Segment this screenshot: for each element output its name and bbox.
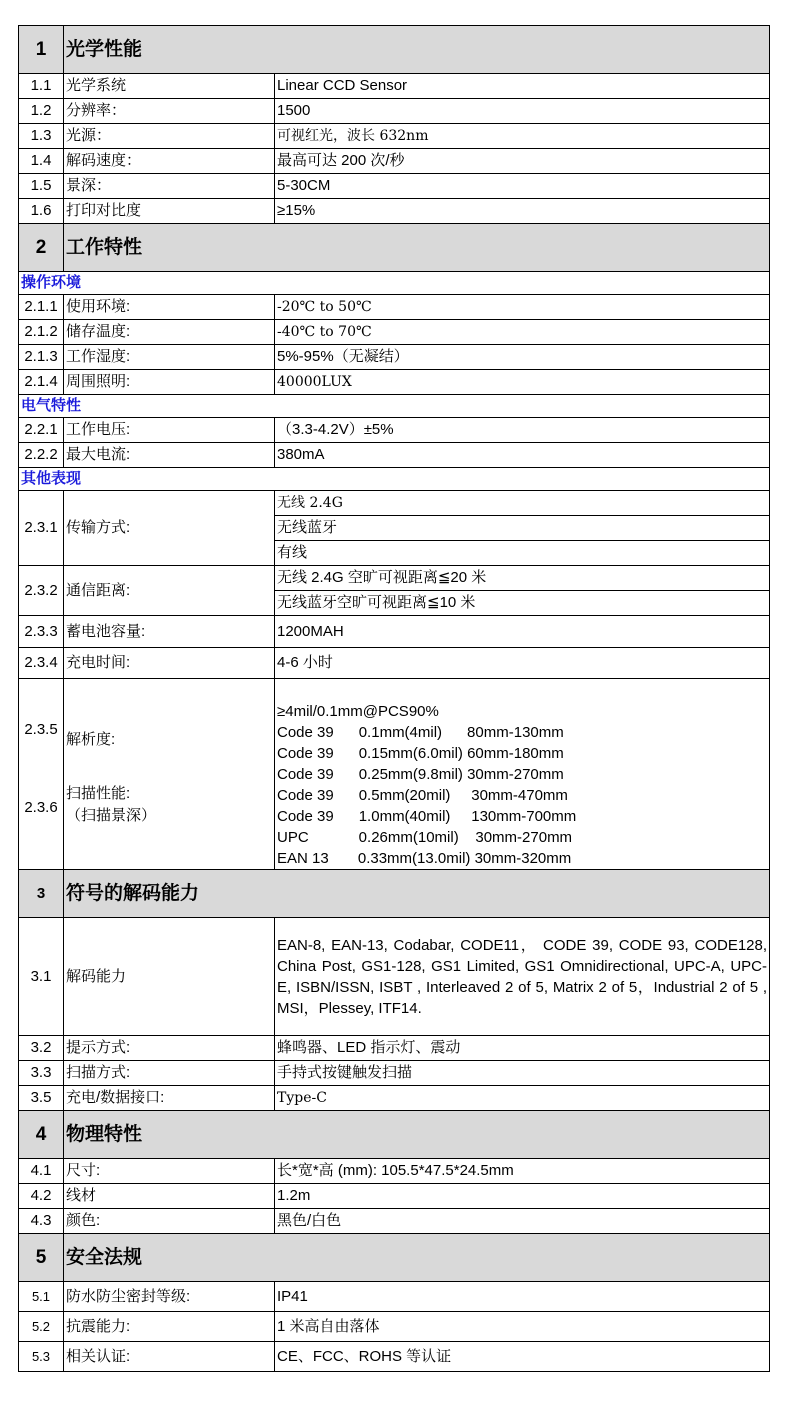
row-value: 1.2m	[275, 1184, 770, 1209]
row-label: 颜色:	[64, 1209, 275, 1234]
row-number: 1.2	[19, 99, 64, 124]
subsection-header	[19, 395, 770, 418]
resolution-line: Code 39 0.15mm(6.0mil) 60mm-180mm	[277, 745, 564, 762]
spec-row	[19, 149, 770, 174]
row-value: IP41	[275, 1282, 770, 1312]
row-label: 抗震能力:	[64, 1312, 275, 1342]
row-value: Type-C	[275, 1086, 770, 1111]
row-value: -20℃ to 50℃	[275, 295, 770, 320]
row-label: 景深：	[64, 174, 275, 199]
row-label: 光学系统	[64, 74, 275, 99]
spec-row	[19, 616, 770, 648]
spec-row	[19, 174, 770, 199]
section-number: 2	[19, 224, 64, 272]
row-label: 最大电流:	[64, 443, 275, 468]
row-number: 2.3.2	[19, 566, 64, 616]
row-number: 5.3	[19, 1342, 64, 1372]
spec-row	[19, 320, 770, 345]
row-number: 2.3.4	[19, 648, 64, 679]
subsection-title: 其他表现	[19, 468, 770, 491]
row-label: 分辨率：	[64, 99, 275, 124]
resolution-line: ≥4mil/0.1mm@PCS90%	[277, 703, 439, 720]
row-value: -40℃ to 70℃	[275, 320, 770, 345]
subsection-title: 电气特性	[19, 395, 770, 418]
row-label: 储存温度:	[64, 320, 275, 345]
row-value: ≥15%	[275, 199, 770, 224]
section-header	[19, 1234, 770, 1282]
row-label: 蓄电池容量:	[64, 616, 275, 648]
row-value: CE、FCC、ROHS 等认证	[275, 1342, 770, 1372]
row-value: 4-6 小时	[275, 648, 770, 679]
spec-row	[19, 679, 770, 870]
resolution-list	[275, 679, 770, 870]
spec-row	[19, 1036, 770, 1061]
spec-row	[19, 1342, 770, 1372]
section-header	[19, 870, 770, 918]
row-value: Linear CCD Sensor	[275, 74, 770, 99]
spec-row	[19, 199, 770, 224]
spec-row	[19, 1209, 770, 1234]
section-title: 安全法规	[64, 1234, 770, 1282]
row-value: 40000LUX	[275, 370, 770, 395]
row-label: 工作电压:	[64, 418, 275, 443]
spec-row	[19, 566, 770, 591]
section-header	[19, 224, 770, 272]
section-number: 1	[19, 26, 64, 74]
row-value: 1 米高自由落体	[275, 1312, 770, 1342]
row-value: 380mA	[275, 443, 770, 468]
row-value: 无线蓝牙空旷可视距离≦10 米	[275, 591, 770, 616]
row-label: 相关认证:	[64, 1342, 275, 1372]
row-label: 工作湿度:	[64, 345, 275, 370]
row-label: 充电时间:	[64, 648, 275, 679]
resolution-line: Code 39 0.5mm(20mil) 30mm-470mm	[277, 787, 568, 804]
row-value: 黑色/白色	[275, 1209, 770, 1234]
row-value: 蜂鸣器、LED 指示灯、震动	[275, 1036, 770, 1061]
row-value: 5-30CM	[275, 174, 770, 199]
row-number: 5.2	[19, 1312, 64, 1342]
row-label: 扫描方式:	[64, 1061, 275, 1086]
row-value: 可视红光，波长 632nm	[275, 124, 770, 149]
row-number: 2.2.1	[19, 418, 64, 443]
spec-row	[19, 1184, 770, 1209]
section-number: 4	[19, 1111, 64, 1159]
row-value: EAN-8, EAN-13, Codabar, CODE11， CODE 39, CODE 93, CODE128, China Post, GS1-128, GS1 Limited, GS1 Omnidirectional, UPC-A, UPC-E, ISBN/ISSN, ISBT , Interleaved 2 of 5, Matrix 2 of 5，Industrial 2 of 5 , MSI，Plessey, ITF14.	[275, 918, 770, 1036]
subsection-header	[19, 272, 770, 295]
row-number: 5.1	[19, 1282, 64, 1312]
spec-row	[19, 370, 770, 395]
row-label-235: 解析度:	[66, 731, 116, 748]
section-title: 符号的解码能力	[64, 870, 770, 918]
row-number: 2.3.1	[19, 491, 64, 566]
row-label: 通信距离:	[64, 566, 275, 616]
spec-row	[19, 1086, 770, 1111]
row-label: 传输方式:	[64, 491, 275, 566]
subsection-header	[19, 468, 770, 491]
section-header	[19, 26, 770, 74]
row-label: 周围照明:	[64, 370, 275, 395]
row-value: （3.3-4.2V）±5%	[275, 418, 770, 443]
row-label: 充电/数据接口:	[64, 1086, 275, 1111]
row-number: 1.1	[19, 74, 64, 99]
resolution-line: Code 39 0.1mm(4mil) 80mm-130mm	[277, 724, 564, 741]
row-label-236: 扫描性能:	[66, 785, 131, 802]
row-number: 2.2.2	[19, 443, 64, 468]
row-label	[64, 679, 275, 870]
row-label: 光源：	[64, 124, 275, 149]
spec-row	[19, 1159, 770, 1184]
spec-row	[19, 124, 770, 149]
row-value: 1500	[275, 99, 770, 124]
spec-row	[19, 491, 770, 516]
row-value: 长*宽*高 (mm): 105.5*47.5*24.5mm	[275, 1159, 770, 1184]
resolution-line: UPC 0.26mm(10mil) 30mm-270mm	[277, 829, 573, 846]
spec-row	[19, 418, 770, 443]
row-number	[19, 679, 64, 870]
section-header	[19, 1111, 770, 1159]
section-number: 3	[19, 870, 64, 918]
row-number: 1.6	[19, 199, 64, 224]
row-value: 1200MAH	[275, 616, 770, 648]
row-number-235: 2.3.5	[24, 721, 58, 738]
row-number: 4.1	[19, 1159, 64, 1184]
spec-row	[19, 345, 770, 370]
section-number: 5	[19, 1234, 64, 1282]
spec-row	[19, 74, 770, 99]
row-label-236-sub: （扫描景深）	[66, 807, 157, 824]
section-title: 物理特性	[64, 1111, 770, 1159]
spec-row	[19, 918, 770, 1036]
spec-row	[19, 1282, 770, 1312]
resolution-line: EAN 13 0.33mm(13.0mil) 30mm-320mm	[277, 850, 572, 867]
subsection-title: 操作环境	[19, 272, 770, 295]
row-number: 2.1.4	[19, 370, 64, 395]
row-number: 2.1.3	[19, 345, 64, 370]
row-number: 3.3	[19, 1061, 64, 1086]
spec-row	[19, 1061, 770, 1086]
row-label: 提示方式:	[64, 1036, 275, 1061]
spec-row	[19, 648, 770, 679]
row-number: 3.5	[19, 1086, 64, 1111]
row-value: 无线 2.4G	[275, 491, 770, 516]
row-number: 1.4	[19, 149, 64, 174]
row-label: 防水防尘密封等级:	[64, 1282, 275, 1312]
row-number: 2.1.2	[19, 320, 64, 345]
row-label: 线材	[64, 1184, 275, 1209]
spec-row	[19, 1312, 770, 1342]
row-number: 1.5	[19, 174, 64, 199]
row-number: 4.3	[19, 1209, 64, 1234]
row-label: 解码能力	[64, 918, 275, 1036]
spec-row	[19, 295, 770, 320]
resolution-line: Code 39 1.0mm(40mil) 130mm-700mm	[277, 808, 577, 825]
row-number-236: 2.3.6	[24, 799, 58, 816]
row-value: 最高可达 200 次/秒	[275, 149, 770, 174]
row-number: 2.3.3	[19, 616, 64, 648]
row-number: 3.1	[19, 918, 64, 1036]
section-title: 工作特性	[64, 224, 770, 272]
row-label: 打印对比度	[64, 199, 275, 224]
row-number: 4.2	[19, 1184, 64, 1209]
row-value: 无线蓝牙	[275, 516, 770, 541]
row-label: 解码速度：	[64, 149, 275, 174]
row-value: 有线	[275, 541, 770, 566]
row-label: 尺寸:	[64, 1159, 275, 1184]
resolution-line: Code 39 0.25mm(9.8mil) 30mm-270mm	[277, 766, 564, 783]
spec-table	[18, 25, 770, 1372]
row-value: 5%-95%（无凝结）	[275, 345, 770, 370]
row-value: 手持式按键触发扫描	[275, 1061, 770, 1086]
section-title: 光学性能	[64, 26, 770, 74]
row-number: 1.3	[19, 124, 64, 149]
row-number: 2.1.1	[19, 295, 64, 320]
row-number: 3.2	[19, 1036, 64, 1061]
row-label: 使用环境:	[64, 295, 275, 320]
spec-row	[19, 443, 770, 468]
row-value: 无线 2.4G 空旷可视距离≦20 米	[275, 566, 770, 591]
spec-row	[19, 99, 770, 124]
